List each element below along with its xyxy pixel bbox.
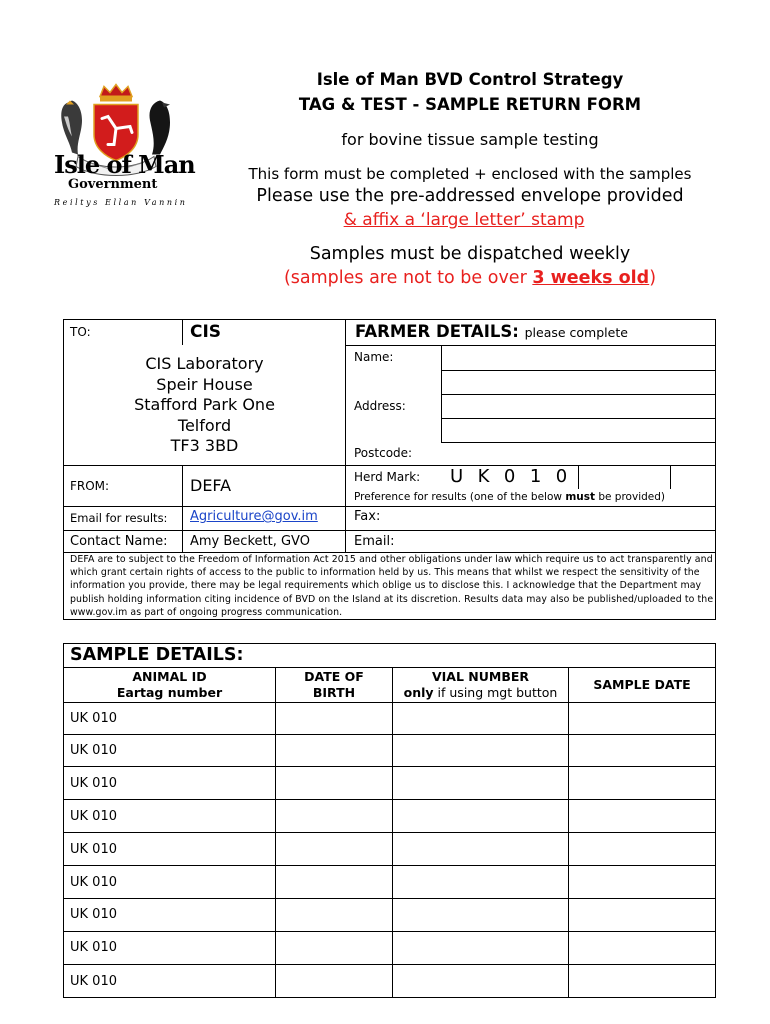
email-field[interactable] [405, 531, 715, 552]
herd-mark-prefix: U K 0 1 0 [450, 466, 569, 487]
herd-mark-field[interactable] [579, 466, 715, 489]
col-animal-id [64, 669, 275, 701]
fax-field[interactable] [400, 507, 715, 530]
sample-row-animal-id: UK 010 [70, 875, 117, 890]
sample-row-animal-id: UK 010 [70, 974, 117, 989]
lab-address-line: Speir House [156, 374, 253, 394]
logo-motto: Reiltys Ellan Vannin [54, 198, 188, 207]
col-vial-line1: VIAL NUMBER [431, 669, 530, 684]
sample-row-animal-id: UK 010 [70, 743, 117, 758]
email-results-link[interactable]: Agriculture@gov.im [190, 509, 318, 524]
form-title-line2: TAG & TEST - SAMPLE RETURN FORM [298, 95, 642, 114]
from-value: DEFA [190, 476, 232, 495]
logo-name: Isle of Man [54, 150, 195, 179]
address-field[interactable] [442, 371, 715, 442]
col-sample-date: SAMPLE DATE [593, 677, 691, 692]
email-label: Email: [354, 534, 395, 549]
lab-address-line: Stafford Park One [134, 395, 275, 414]
sample-row-animal-id: UK 010 [70, 940, 117, 955]
form-title-line1: Isle of Man BVD Control Strategy [316, 70, 624, 89]
name-label: Name: [354, 350, 394, 364]
email-results-label: Email for results: [70, 511, 168, 525]
col-date-of-birth [276, 669, 392, 701]
logo-government: Government [68, 177, 158, 192]
sample-age-note: (samples are not to be over 3 weeks old) [283, 268, 657, 288]
lab-address-line: CIS Laboratory [145, 354, 264, 373]
sample-row-animal-id: UK 010 [70, 907, 117, 922]
col-dob-line1: DATE OF [304, 669, 364, 684]
form-subtitle: for bovine tissue sample testing [341, 130, 599, 149]
lab-address [64, 354, 345, 457]
preference-note: Preference for results (one of the below must be provided) [354, 491, 665, 503]
name-field[interactable] [442, 346, 715, 370]
lab-address-line: TF3 3BD [170, 436, 239, 455]
fax-label: Fax: [354, 509, 381, 524]
from-label: FROM: [70, 479, 110, 493]
instruction-enclose: This form must be completed + enclosed with the samples [248, 165, 692, 183]
contact-label: Contact Name: [70, 534, 168, 549]
contact-value: Amy Beckett, GVO [190, 534, 310, 549]
lab-address-line: Telford [177, 415, 232, 435]
sample-details-heading: SAMPLE DETAILS: [70, 645, 244, 665]
sample-row-animal-id: UK 010 [70, 842, 117, 857]
col-animal-id-line1: ANIMAL ID [132, 669, 207, 684]
instruction-stamp: & affix a ‘large letter’ stamp [343, 210, 585, 230]
col-animal-id-line2: Eartag number [116, 685, 223, 700]
col-vial-line2: only if using mgt button [403, 685, 558, 700]
dispatch-note: Samples must be dispatched weekly [309, 244, 631, 264]
col-dob-line2: BIRTH [312, 685, 356, 700]
col-vial-number [393, 669, 568, 701]
sample-row-animal-id: UK 010 [70, 809, 117, 824]
to-value: CIS [190, 322, 222, 342]
address-label: Address: [354, 399, 406, 413]
foi-notice: DEFA are to subject to the Freedom of Information Act 2015 and other obligations under law which require us to act transparently and which grant certain rights of access to the public to information held by us. This means that whilst we respect the sensitivity of the information you provide, there may be legal requirements which oblige us to disclose this. I acknowledge that the Department may publish holding information citing incidence of BVD on the Island at its discretion. Results data may also be published/uploaded to the www.gov.im as part of ongoing progress communication. [70, 554, 714, 618]
instruction-envelope: Please use the pre-addressed envelope provided [256, 186, 684, 206]
farmer-details-heading: FARMER DETAILS: please complete [355, 322, 628, 341]
to-label: TO: [70, 325, 91, 339]
postcode-label: Postcode: [354, 446, 413, 460]
sample-row-animal-id: UK 010 [70, 776, 117, 791]
sample-row-animal-id: UK 010 [70, 711, 117, 726]
postcode-field[interactable] [442, 443, 715, 465]
herd-mark-label: Herd Mark: [354, 470, 421, 484]
